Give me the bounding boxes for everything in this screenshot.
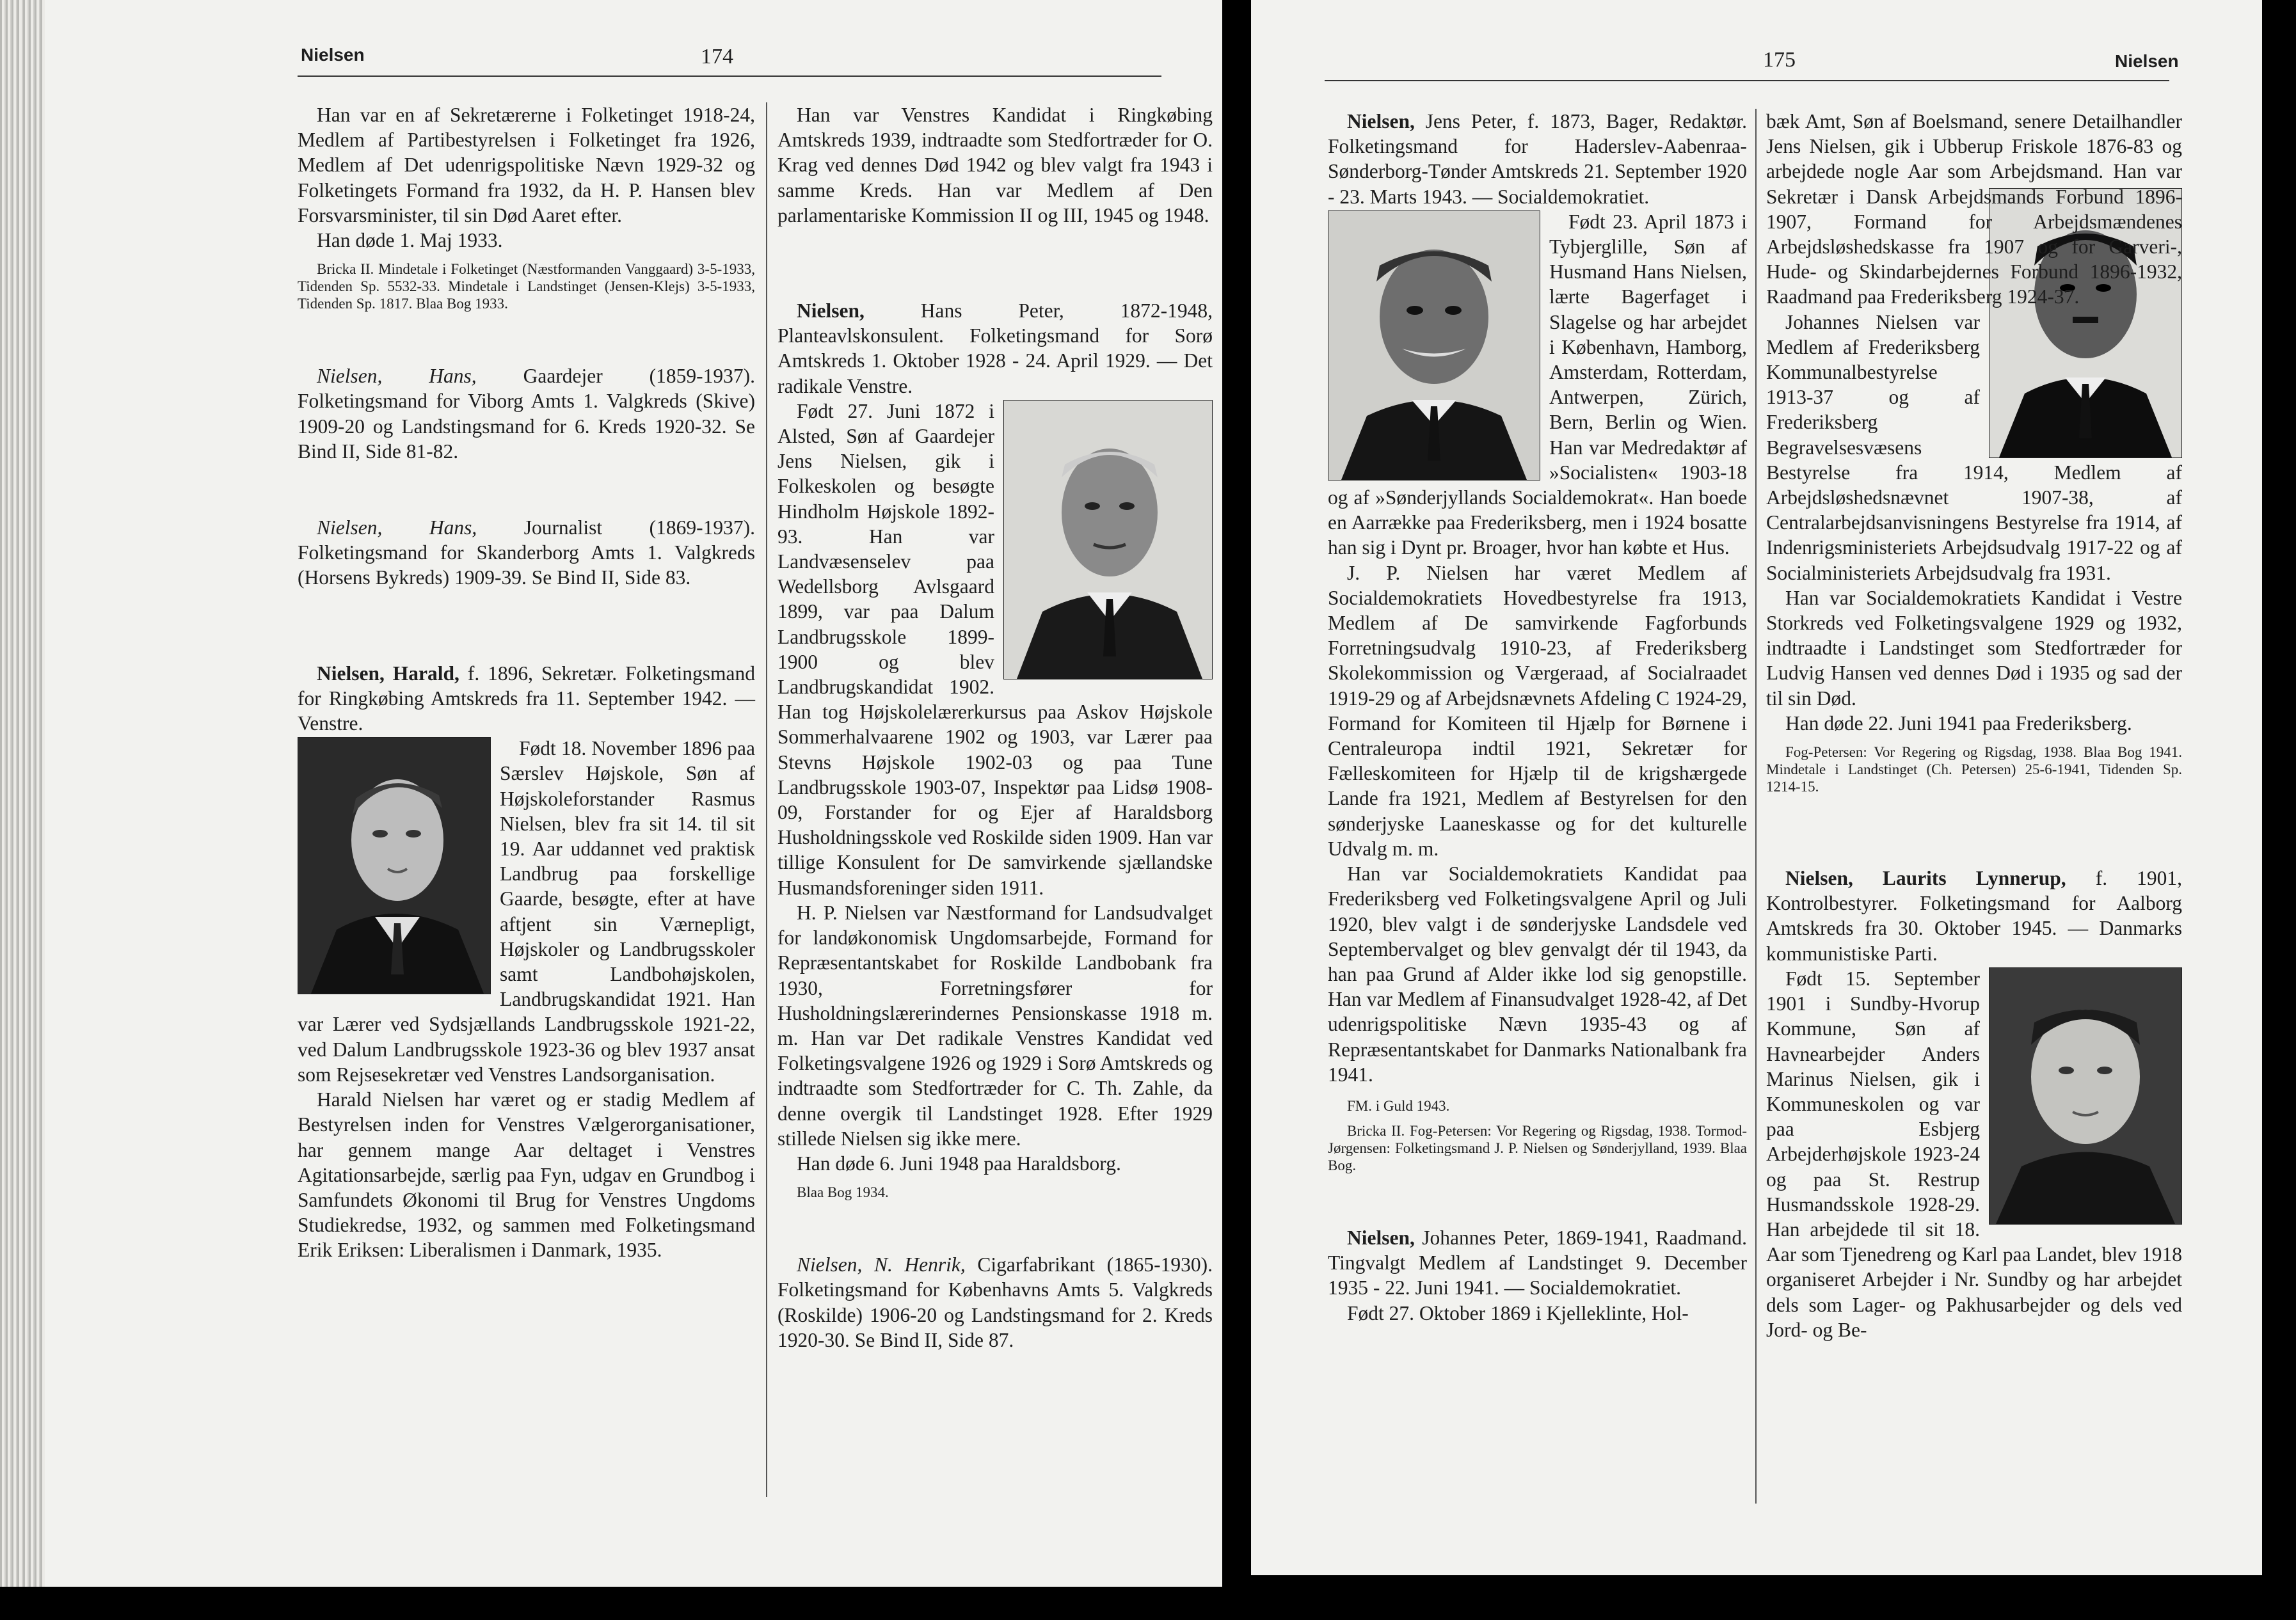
entry-text: Cigarfabrikant (1865-1930). Folketingsmand for Københavns Amts 5. Valgkreds (Roskilde) 1906-20 og Landstingsmand for 2. Kreds 1920-30. Se Bind II, Side 87. [777,1253,1213,1351]
running-head: Nielsen [2115,51,2179,71]
paragraph: Han døde 22. Juni 1941 paa Frederiksberg. [1785,711,2132,735]
entry-name: Nielsen, Hans, [317,365,477,388]
header-rule [1325,80,2169,81]
portrait-laurits-lynnerup-nielsen [1989,967,2182,1225]
entry-nielsen-hans-peter [777,298,1213,399]
sources: Bricka II. Mindetale i Folketinget (Næstformanden Vanggaard) 3-5-1933, Tidenden Sp. 5532-33. Mindetale i Landstinget (Jensen-Klejs) 3-5-1933, Tidenden Sp. 1817. Blaa Bog 1933. [298,261,755,312]
header-rule [298,75,1161,77]
right-column-2 [1766,109,2182,1342]
column-rule [1755,109,1757,1504]
paragraph: Han døde 1. Maj 1933. [317,229,503,252]
entry-text: Hans Peter, 1872-1948, Planteavlskonsulent. Folketingsmand for Sorø Amtskreds 1. Oktober 1928 - 24. April 1929. — Det radikale Venstre. [777,299,1213,397]
book-gutter [1222,0,1251,1620]
right-page [1251,0,2262,1575]
entry-nielsen-harald [298,661,755,736]
sources: Blaa Bog 1934. [797,1184,889,1201]
paragraph: H. P. Nielsen var Næstformand for Landsudvalget for landøkonomisk Ungdomsarbejde, Formand for Repræsentantskabet for Roskilde Landbobank fra 1930, Forretningsfører for Husholdningslærerindernes Pensionskasse 1918 m. m. Han var Det radikale Venstres Kandidat ved Folketingsvalgene 1926 og 1929 i Sorø Amtskreds og indtraadte som Stedfortræder for C. Th. Zahle, da denne overgik til Landstinget 1928. Efter 1929 stillede Nielsen sig ikke mere. [777,901,1213,1150]
entry-text: Journalist (1869-1937). Folketingsmand for Skanderborg Amts 1. Valgkreds (Horsens Bykreds) 1909-39. Se Bind II, Side 83. [298,516,755,589]
portrait-jens-peter-nielsen [1328,210,1540,480]
left-page [45,0,1222,1587]
paragraph: Født 15. September 1901 i Sundby-Hvorup Kommune, Søn af Havnearbejder Anders Marinus Nielsen, gik i Kommuneskolen og var paa Esbjerg Arbejderhøjskole 1923-24 og paa St. Restrup Husmandsskole 1928-29. Han arbejdede til sit 18. Aar som Tjenedreng og Karl paa Landet, blev 1918 organiseret Arbejder i Nr. Sundby og har arbejdet dels som Lager- og Pakhusarbejder og dels ved Jord- og Be- [1766,967,2182,1341]
entry-nielsen-jens-peter [1328,109,1747,209]
paragraph: Han var Socialdemokratiets Kandidat paa Frederiksberg ved Folketingsvalgene April og Juli 1920, blev valgt i de sønderjyske Landsdele ved Septembervalget og blev genvalgt dér til 1943, da han paa Grund af Alder ikke lod sig genopstille. Han var Medlem af Finansudvalget 1928-42, af Det udenrigspolitiske Nævn 1935-43 og af Repræsentantskabet for Danmarks Nationalbank fra 1941. [1328,862,1747,1086]
sources: Bricka II. Fog-Petersen: Vor Regering og Rigsdag, 1938. Tormod-Jørgensen: Folketingsmand J. P. Nielsen og Sønderjylland, 1939. Blaa Bog. [1328,1122,1747,1173]
entry-nielsen-johannes-peter [1328,1225,1747,1301]
paragraph: Harald Nielsen har været og er stadig Medlem af Bestyrelsen inden for Venstres Vælgerorganisationer, har gennem mange Aar deltaget i Venstres Agitationsarbejde, særlig paa Fyn, udgav en Grundbog i Samfundets Økonomi til Brug for Venstres Ungdoms Studiekredse, 1932, og sammen med Folketingsmand Erik Eriksen: Liberalismen i Danmark, 1935. [298,1088,755,1262]
left-column-1 [298,102,755,1263]
entry-nielsen-hans-journalist [298,515,755,591]
entry-nielsen-n-henrik [777,1252,1213,1353]
entry-text: Jens Peter, f. 1873, Bager, Redaktør. Folketingsmand for Haderslev-Aabenraa-Sønderborg-Tønder Amtskreds 21. September 1920 - 23. Marts 1943. — Socialdemokratiet. [1328,110,1747,208]
entry-text: f. 1901, Kontrolbestyrer. Folketingsmand for Aalborg Amtskreds fra 30. Oktober 1945. — Danmarks kommunistiske Parti. [1766,867,2182,965]
paragraph: J. P. Nielsen har været Medlem af Socialdemokratiets Hovedbestyrelse fra 1913, Medlem af De samvirkende Fagforbunds Forretningsudvalg 1910-23, af Frederiksberg Skolekommission og Værgeraad, af Socialraadet 1919-29 og af Arbejdsnævnets Afdeling C 1924-29, Formand for Komiteen til Hjælp for Børnene i Centraleuropa indtil 1921, Sekretær for Fælleskomiteen for Hjælp til de krigshærgede Lande fra 1921, Medlem af Bestyrelsen for den sønderjyske Laaneskasse og for det kulturelle Udvalg m. m. [1328,561,1747,860]
paragraph: Han var Venstres Kandidat i Ringkøbing Amtskreds 1939, indtraadte som Stedfortræder for O. Krag ved dennes Død 1942 og blev valgt fra 1943 i samme Kreds. Han var Medlem af Den parlamentariske Kommission II og III, 1945 og 1948. [777,104,1213,226]
portrait-hans-peter-nielsen [1003,400,1213,679]
paragraph: Født 18. November 1896 paa Særslev Højskole, Søn af Højskoleforstander Rasmus Nielsen, blev fra sit 14. til sit 19. Aar uddannet ved praktisk Landbrug paa forskellige Gaarde, besøgte, efter at have aftjent sin Værnepligt, Højskoler og Landbrugsskoler samt Landbohøjskolen, Landbrugskandidat 1921. Han var Lærer ved Sydsjællands Landbrugsskole 1921-22, ved Dalum Landbrugsskole 1923-36 og blev 1937 ansat som Rejsesekretær ved Venstres Landsorganisation. [298,737,755,1086]
entry-nielsen-laurits-lynnerup [1766,866,2182,966]
paragraph: Født 27. Juni 1872 i Alsted, Søn af Gaardejer Jens Nielsen, gik i Folkeskolen og besøgte Hindholm Højskole 1892-93. Han var Landvæsenselev paa Wedellsborg Avlsgaard 1899, var paa Dalum Landbrugsskole 1899-1900 og blev Landbrugskandidat 1902. Han tog Højskolelærerkursus paa Askov Højskole Sommerhalvaarene 1902 og 1903, var Lærer paa Stevns Højskole 1902-03 og paa Tune Landbrugsskole 1903-07, Inspektør paa Lidsø 1908-09, Forstander for og Ejer af Haraldsborg Husholdningsskole ved Roskilde siden 1909. Han var tillige Konsulent for De samvirkende sjællandske Husmandsforeninger siden 1911. [777,399,1213,899]
paragraph: Han var en af Sekretærerne i Folketinget 1918-24, Medlem af Partibestyrelsen i Folketinget fra 1926, Medlem af Det udenrigspolitiske Nævn 1929-32 og Folketingets Formand fra 1932, da H. P. Hansen blev Forsvarsminister, til sin Død Aaret efter. [298,104,755,226]
page-number: 174 [701,45,733,68]
paragraph: Han døde 6. Juni 1948 paa Haraldsborg. [797,1152,1121,1175]
paragraph: Johannes Nielsen var Medlem af Frederiksberg Kommunalbestyrelse 1913-37 og af Frederiksberg Begravelsesvæsens Bestyrelse fra 1914, Medlem af Arbejdsløshedsnævnet 1907-38, af Centralarbejdsanvisningens Bestyrelse fra 1914, af Indenrigsministeriets Arbejdsudvalg 1917-22 og af Socialministeriets Arbejdsudvalg fra 1931. [1766,310,2182,584]
entry-text: Johannes Peter, 1869-1941, Raadmand. Tingvalgt Medlem af Landstinget 9. December 1935 - 22. Juni 1941. — Socialdemokratiet. [1328,1226,1747,1299]
entry-name: Nielsen, Harald, [317,662,459,685]
page-number: 175 [1763,48,1796,72]
entry-text: f. 1896, Sekretær. Folketingsmand for Ringkøbing Amtskreds fra 11. September 1942. — Venstre. [298,662,755,735]
paragraph: Han var Socialdemokratiets Kandidat i Vestre Storkreds ved Folketingsvalgene 1929 og 1932, indtraadte i Landstinget som Stedfortræder for Ludvig Hansen ved dennes Død i 1935 og sad der til sin Død. [1766,586,2182,710]
honour: FM. i Guld 1943. [1347,1097,1450,1114]
running-head: Nielsen [301,45,365,65]
paragraph: Født 23. April 1873 i Tybjerglille, Søn af Husmand Hans Nielsen, lærte Bagerfaget i Slagelse og har arbejdet i København, Hamborg, Amsterdam, Rotterdam, Antwerpen, Zürich, Bern, Berlin og Wien. Han var Medredaktør af »Socialisten« 1903-18 og af »Sønderjyllands Socialdemokrat«. Han boede en Aarrække paa Frederiksberg, men i 1924 bosatte han sig i Dynt pr. Broager, hvor han købte et Hus. [1328,210,1747,559]
portrait-harald-nielsen [298,737,491,994]
sources: Fog-Petersen: Vor Regering og Rigsdag, 1938. Blaa Bog 1941. Mindetale i Landstinget (Ch. Petersen) 25-6-1941, Tidenden Sp. 1214-15. [1766,744,2182,795]
paragraph: bæk Amt, Søn af Boelsmand, senere Detailhandler Jens Nielsen, gik i Ubberup Friskole 1876-83 og arbejdede nogle Aar som Arbejdsmand. Han var Sekretær i Dansk Arbejdsmands Forbund 1896-1907, Formand for Arbejdsmændenes Arbejdsløshedskasse fra 1907 og for Garveri-, Hude- og Skindarbejdernes Forbund 1896-1932, Raadmand paa Frederiksberg 1924-37. [1766,110,2182,308]
entry-name: Nielsen, N. Henrik, [797,1253,966,1276]
entry-name: Nielsen, [1347,110,1415,132]
entry-name: Nielsen, [797,299,865,322]
entry-name: Nielsen, Hans, [317,516,477,539]
column-rule [766,102,767,1497]
entry-name: Nielsen, [1347,1226,1415,1249]
entry-text: Gaardejer (1859-1937). Folketingsmand for Viborg Amts 1. Valgkreds (Skive) 1909-20 og Landstingsmand for 6. Kreds 1920-32. Se Bind II, Side 81-82. [298,365,756,463]
right-column-1 [1328,109,1747,1326]
left-column-2 [777,102,1213,1353]
paragraph: Født 27. Oktober 1869 i Kjelleklinte, Hol- [1347,1301,1689,1324]
entry-nielsen-hans-gaardejer [298,363,755,464]
entry-name: Nielsen, Laurits Lynnerup, [1785,867,2066,890]
